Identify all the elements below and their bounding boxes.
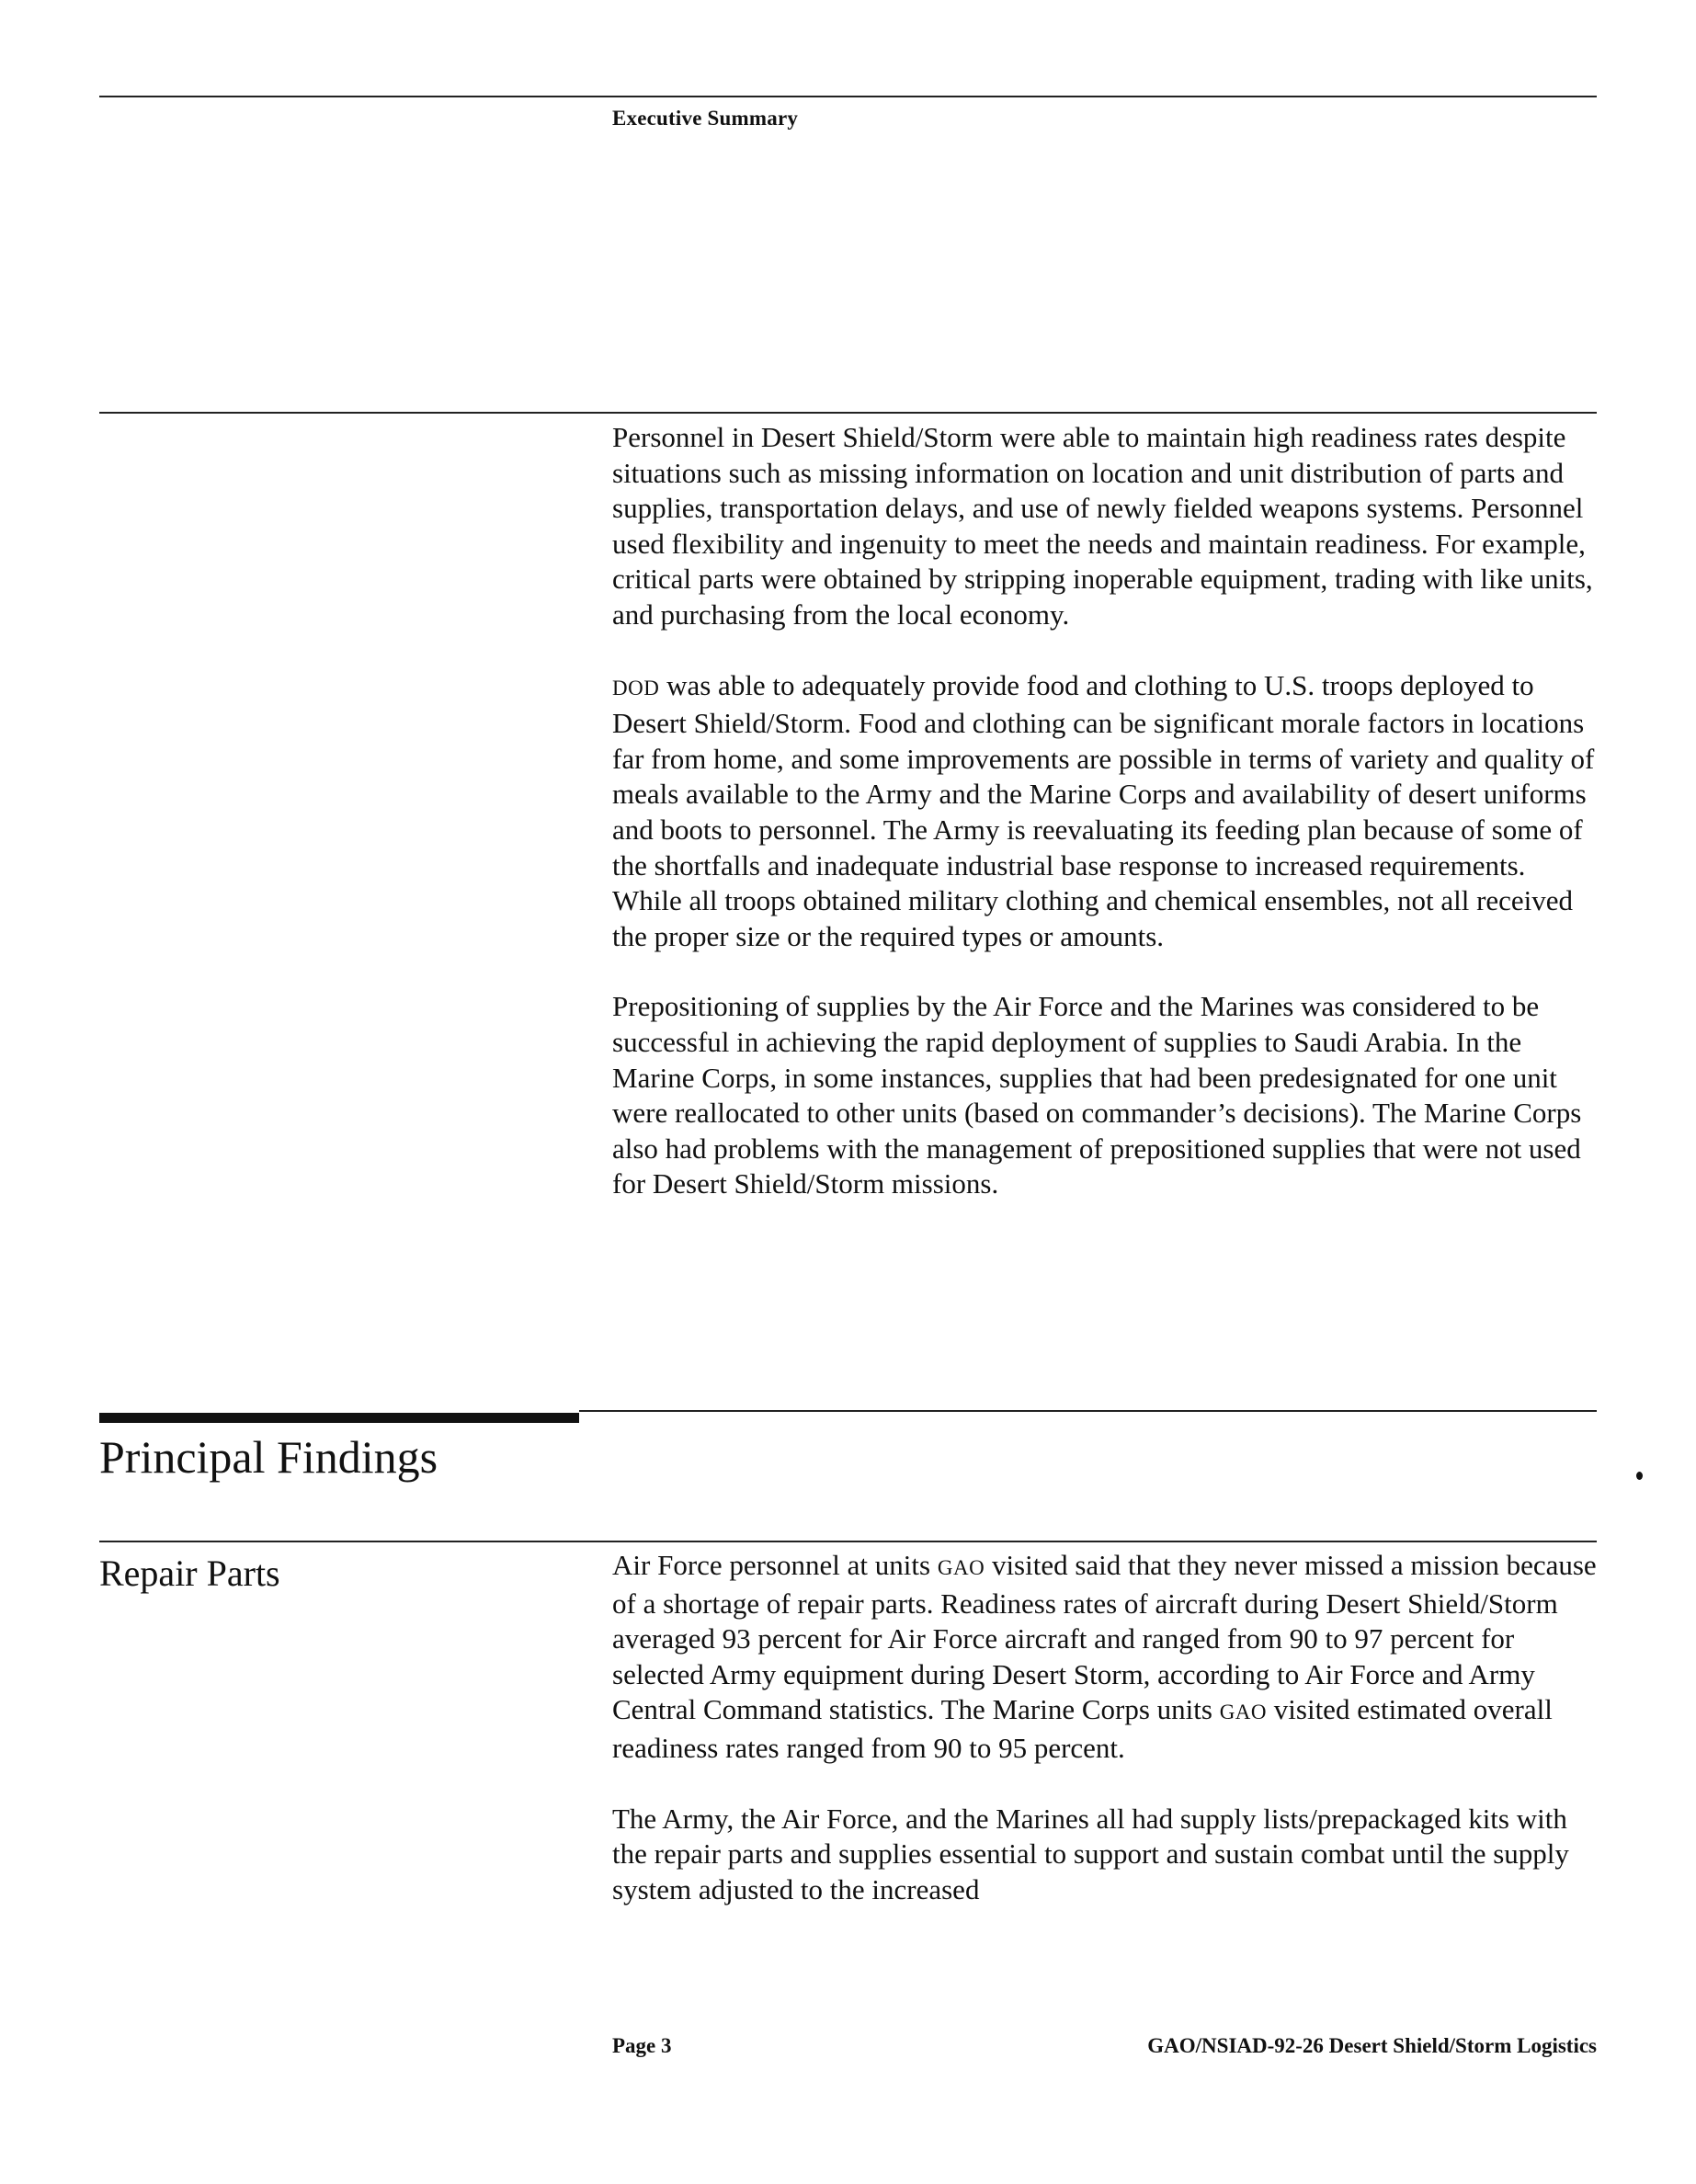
scan-mark — [1636, 1472, 1643, 1480]
principal-findings-heading: Principal Findings — [99, 1431, 438, 1483]
header-rule — [99, 96, 1597, 97]
rp-text-1: Air Force personnel at units — [612, 1549, 931, 1581]
principal-findings-bar — [99, 1413, 579, 1423]
section-divider-top — [99, 412, 1597, 414]
document-id: GAO/NSIAD-92-26 Desert Shield/Storm Logistics — [1147, 2034, 1597, 2057]
repair-parts-heading: Repair Parts — [99, 1553, 280, 1594]
paragraph-food-clothing — [612, 668, 1600, 955]
page-number: Page 3 — [612, 2034, 672, 2057]
running-header: Executive Summary — [612, 107, 799, 130]
paragraph-supply-lists: The Army, the Air Force, and the Marines all had supply lists/prepackaged kits with the repair parts and supplies essential to support and sustain combat until the supply system adjusted to the increased — [612, 1802, 1569, 1905]
intro-text-column — [612, 420, 1600, 1237]
paragraph-readiness: Personnel in Desert Shield/Storm were able to maintain high readiness rates despite situations such as missing information on location and unit distribution of parts and supplies, transportation delays, and use of newly fielded weapons systems. Personnel used flexibility and ingenuity to meet the needs and maintain readiness. For example, critical parts were obtained by stripping inoperable equipment, trading with like units, and purchasing from the local economy. — [612, 421, 1593, 631]
repair-parts-rule — [99, 1541, 1597, 1542]
repair-parts-text-column — [612, 1548, 1600, 1942]
rp-text-3: visited estimated overall readiness rates ranged from 90 to 95 percent. — [612, 1693, 1553, 1764]
paragraph-food-clothing-text: was able to adequately provide food and clothing to U.S. troops deployed to Desert Shield/Storm. Food and clothing can be significant morale factors in locations far from home, and some improvements are possible in terms of variety and quality of meals available to the Army and the Marine Corps and availability of desert uniforms and boots to personnel. The Army is reevaluating its feeding plan because of some of the shortfalls and inadequate industrial base response to increased requirements. While all troops obtained military clothing and chemical ensembles, not all received the proper size or the required types or amounts. — [612, 668, 1595, 952]
gao-abbreviation: GAO — [1219, 1701, 1268, 1724]
paragraph-prepositioning: Prepositioning of supplies by the Air Force and the Marines was considered to be successful in achieving the rapid deployment of supplies to Saudi Arabia. In the Marine Corps, in some instances, supplies that had been predesignated for one unit were reallocated to other units (based on commander’s decisions). The Marine Corps also had problems with the management of prepositioned supplies that were not used for Desert Shield/Storm missions. — [612, 990, 1582, 1200]
principal-findings-rule — [579, 1410, 1597, 1412]
dod-abbreviation: DOD — [612, 676, 660, 700]
paragraph-readiness-rates — [612, 1548, 1600, 1767]
rp-text-2: visited said that they never missed a mission because of a shortage of repair parts. Readiness rates of aircraft during Desert Shield/Storm averaged 93 percent for Air Force aircraft and ranged from 90 to 97 percent for selected Army equipment during Desert Storm, according to Air Force and Army Central Command statistics. The Marine Corps units — [612, 1549, 1597, 1726]
gao-abbreviation: GAO — [937, 1556, 985, 1579]
